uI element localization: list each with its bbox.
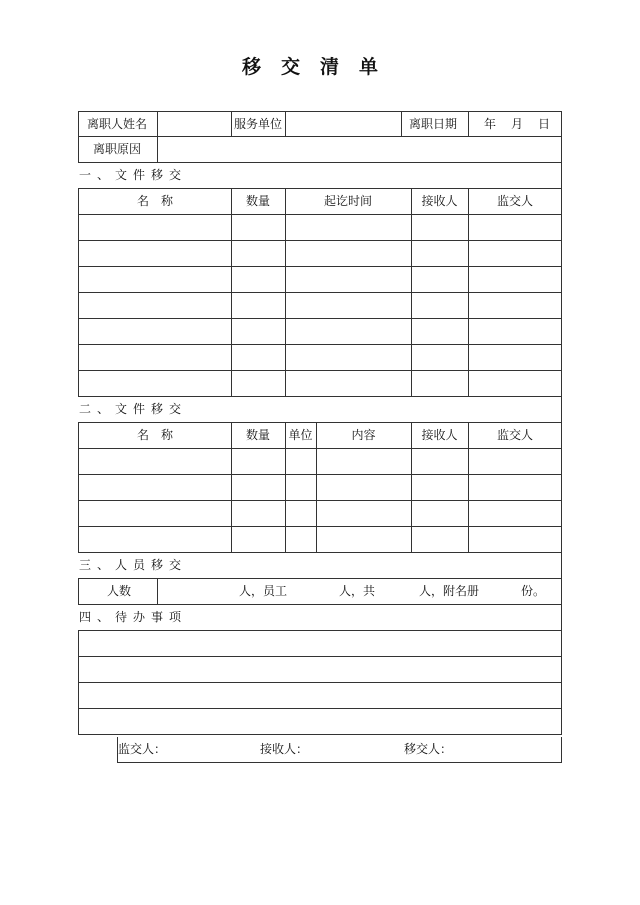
section1-table-row[interactable]	[78, 345, 562, 371]
col-content: 内容	[351, 428, 376, 442]
personnel-text-2: 人，共	[339, 584, 376, 598]
personnel-row	[78, 579, 562, 605]
col-supervisor: 监交人	[496, 194, 533, 208]
section3-heading: 三、人员移交	[79, 558, 188, 572]
handover-signature-label: 移交人：	[404, 742, 453, 756]
pending-item-row[interactable]	[78, 683, 562, 709]
personnel-text-1: 人，员工	[239, 584, 288, 598]
name-label: 离职人姓名	[87, 117, 148, 131]
date-month: 月	[511, 117, 524, 131]
col-period: 起讫时间	[323, 194, 372, 208]
section2-heading-row	[78, 397, 562, 423]
col-name: 名 称	[136, 428, 173, 442]
col-receiver: 接收人	[421, 428, 458, 442]
section1-table-row[interactable]	[78, 267, 562, 293]
date-label: 离职日期	[409, 117, 458, 131]
unit-field[interactable]	[287, 112, 401, 137]
section2-table-header	[78, 423, 562, 449]
section1-table-row[interactable]	[78, 293, 562, 319]
pending-item-row[interactable]	[78, 709, 562, 735]
pending-item-row[interactable]	[78, 657, 562, 683]
reason-row	[78, 137, 562, 163]
section2-table-row[interactable]	[78, 527, 562, 553]
pending-item-row[interactable]	[78, 631, 562, 657]
count-label: 人数	[107, 584, 132, 598]
section2-table-row[interactable]	[78, 501, 562, 527]
date-year: 年	[484, 117, 497, 131]
section1-table-header	[78, 189, 562, 215]
section1-table-row[interactable]	[78, 319, 562, 345]
signature-row	[117, 737, 562, 763]
section2-table-row[interactable]	[78, 449, 562, 475]
section4-heading-row	[78, 605, 562, 631]
section1-table-row[interactable]	[78, 215, 562, 241]
section1-table-row[interactable]	[78, 371, 562, 397]
personnel-text-3: 人，附名册	[419, 584, 480, 598]
page-title: 移交清单	[241, 56, 398, 78]
name-field[interactable]	[159, 112, 231, 137]
section1-heading-row	[78, 163, 562, 189]
col-supervisor: 监交人	[496, 428, 533, 442]
section2-table-row[interactable]	[78, 475, 562, 501]
reason-label: 离职原因	[93, 142, 142, 156]
receiver-signature-label: 接收人：	[260, 742, 309, 756]
handover-form	[78, 111, 562, 735]
section1-heading: 一、文件移交	[79, 168, 188, 182]
col-quantity: 数量	[245, 194, 270, 208]
date-day: 日	[538, 117, 551, 131]
section3-heading-row	[78, 553, 562, 579]
col-quantity: 数量	[245, 428, 270, 442]
header-row	[78, 111, 562, 137]
personnel-text-4: 份。	[521, 584, 546, 598]
section2-heading: 二、文件移交	[79, 402, 188, 416]
col-receiver: 接收人	[421, 194, 458, 208]
unit-label: 服务单位	[234, 117, 283, 131]
section4-heading: 四、待办事项	[79, 610, 188, 624]
col-name: 名 称	[136, 194, 173, 208]
col-unit: 单位	[288, 428, 313, 442]
section1-table-row[interactable]	[78, 241, 562, 267]
reason-field[interactable]	[159, 137, 559, 162]
supervisor-signature-label: 监交人：	[118, 742, 167, 756]
